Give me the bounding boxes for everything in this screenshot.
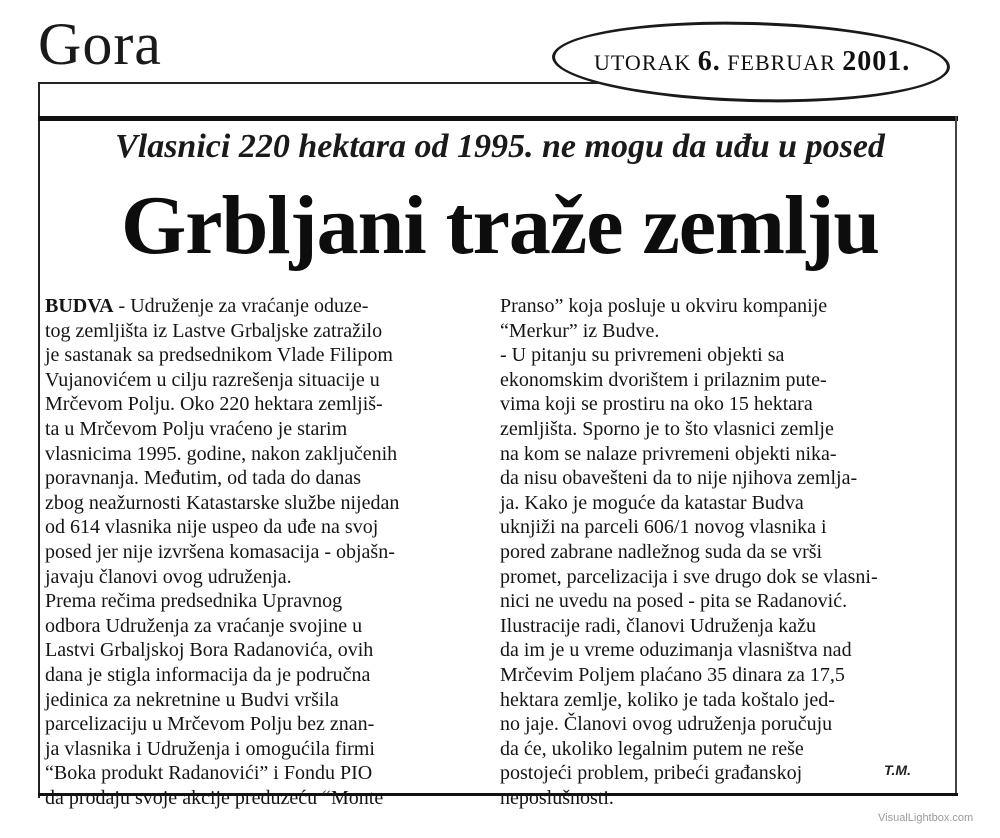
article-line: Mrčevim Poljem plaćano 35 dinara za 17,5 [500, 663, 845, 686]
dateline: BUDVA [45, 295, 114, 317]
article-line: da im je u vreme oduzimanja vlasništva nad [500, 639, 852, 662]
article-line: ta u Mrčevom Polju vraćeno je starim [45, 417, 348, 440]
article-line: uknjiži na parceli 606/1 novog vlasnika i [500, 516, 827, 539]
article-line: postojeći problem, pribeći građanskoj [500, 762, 803, 785]
masthead: Gora [38, 11, 162, 77]
article-column-2 [500, 294, 920, 810]
date-year: 2001. [842, 46, 911, 77]
article-line: “Merkur” iz Budve. [500, 319, 660, 342]
article-line: zbog neažurnosti Katastarske službe nijedan [45, 491, 400, 514]
article-line: “Boka produkt Radanovići” i Fondu PIO [45, 762, 373, 785]
article-line: ja vlasnika i Udruženja i omogućila firmi [45, 737, 375, 760]
article-line: poravnanja. Međutim, od tada do danas [45, 467, 362, 490]
article-column-1 [45, 294, 475, 810]
author-initials: T.M. [884, 762, 911, 778]
article-line: Ilustracije radi, članovi Udruženja kažu [500, 614, 816, 637]
article-subhead: Vlasnici 220 hektara od 1995. ne mogu da uđu u posed [115, 128, 885, 165]
article-line: vlasnicima 1995. godine, nakon zaključenih [45, 442, 398, 465]
top-rule [38, 82, 600, 84]
article-headline: Grbljani traže zemlju [120, 179, 880, 272]
article-line: posed jer nije izvršena komasacija - objašn- [45, 540, 395, 563]
watermark: VisualLightbox.com [878, 812, 974, 824]
article-line: Vujanovićem u cilju razrešenja situacije u [45, 368, 380, 391]
article-line: tog zemljišta iz Lastve Grbaljske zatražilo [45, 319, 383, 342]
article-line: na kom se nalaze privremeni objekti nika- [500, 442, 837, 465]
article-line: ekonomskim dvorištem i prilaznim pute- [500, 368, 827, 391]
article-top-rule [38, 116, 958, 121]
article-line: Lastvi Grbaljskoj Bora Radanovića, ovih [45, 639, 374, 662]
article-line: vima koji se prostiru na oko 15 hektara [500, 393, 813, 416]
article-line: od 614 vlasnika nije uspeo da uđe na svoj [45, 516, 379, 539]
article-line [45, 294, 475, 319]
article-line: ja. Kako je moguće da katastar Budva [500, 491, 804, 514]
article-line: parcelizaciju u Mrčevom Polju bez znan- [45, 713, 375, 736]
article-line: hektara zemlje, koliko je tada koštalo jed- [500, 688, 835, 711]
article-line: pored zabrane nadležnog suda da se vrši [500, 540, 823, 563]
article-line: nici ne uvedu na posed - pita se Radanović. [500, 590, 848, 613]
date-month: FEBRUAR [727, 50, 836, 75]
article-line-text: - Udruženje za vraćanje oduze- [113, 295, 369, 317]
article-line: da nisu obavešteni da to nije njihova zemlja- [500, 467, 858, 490]
article-line: promet, parcelizacija i sve drugo dok se vlasni- [500, 565, 878, 588]
article-line: da će, ukoliko legalnim putem ne reše [500, 737, 804, 760]
article-line: Prema rečima predsednika Upravnog [45, 590, 343, 613]
article-line: zemljišta. Sporno je to što vlasnici zemlje [500, 417, 834, 440]
article-line: Mrčevom Polju. Oko 220 hektara zemljiš- [45, 393, 383, 416]
article-line: je sastanak sa predsednikom Vlade Filipom [45, 344, 393, 367]
article-line: Pranso” koja posluje u okviru kompanije [500, 295, 828, 317]
date-day: UTORAK [594, 50, 692, 75]
article-line: - U pitanju su privremeni objekti sa [500, 344, 785, 367]
article-line: jedinica za nekretnine u Budvi vršila [45, 688, 339, 711]
article-line: da prodaju svoje akcije preduzeću “Monte [45, 786, 384, 809]
article-line: neposlušnosti. [500, 786, 614, 809]
article-line: javaju članovi ovog udruženja. [45, 565, 292, 588]
article-line: no jaje. Članovi ovog udruženja poručuju [500, 713, 833, 736]
article-line: odbora Udruženja za vraćanje svojine u [45, 614, 363, 637]
article-line: dana je stigla informacija da je područna [45, 663, 371, 686]
date-daynum: 6. [697, 46, 721, 77]
issue-date [594, 46, 910, 78]
